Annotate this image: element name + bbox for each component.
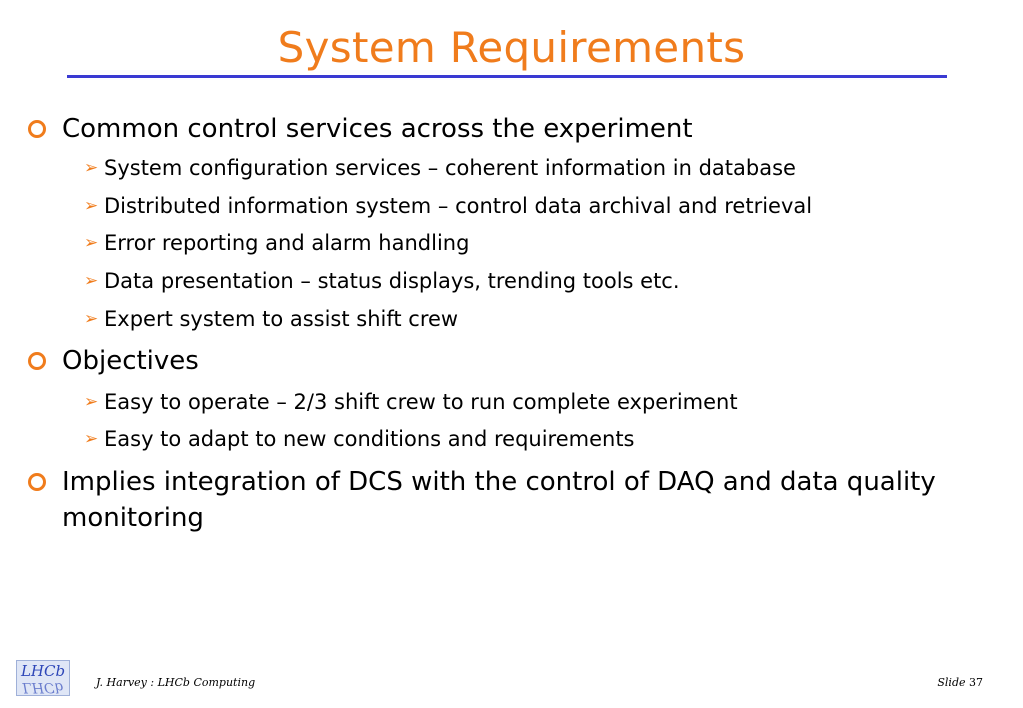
hollow-circle-bullet-icon bbox=[28, 352, 46, 370]
sub-bullet-item bbox=[84, 267, 984, 295]
logo-text: LHCb bbox=[20, 662, 66, 680]
sub-bullet-text: Easy to adapt to new conditions and requirements bbox=[104, 427, 635, 451]
bullet-text: Objectives bbox=[62, 346, 199, 376]
sub-bullet-text: Easy to operate – 2/3 shift crew to run complete experiment bbox=[104, 390, 738, 414]
slide-label: Slide bbox=[937, 676, 966, 689]
sub-bullet-item bbox=[84, 425, 984, 453]
arrow-bullet-icon: ➢ bbox=[84, 309, 99, 329]
sub-bullet-text: Distributed information system – control data archival and retrieval bbox=[104, 194, 813, 218]
arrow-bullet-icon: ➢ bbox=[84, 392, 99, 412]
lhcb-logo bbox=[16, 660, 70, 696]
sub-bullet-text: System configuration services – coherent information in database bbox=[104, 156, 796, 180]
arrow-bullet-icon: ➢ bbox=[84, 158, 99, 178]
arrow-bullet-icon: ➢ bbox=[84, 429, 99, 449]
bullet-text: Implies integration of DCS with the control of DAQ and data quality monitoring bbox=[62, 467, 936, 533]
sub-bullet-item bbox=[84, 388, 984, 416]
sub-bullet-item bbox=[84, 154, 984, 182]
footer-author: J. Harvey : LHCb Computing bbox=[96, 676, 256, 689]
bullet-text: Common control services across the experiment bbox=[62, 114, 693, 144]
logo-reflection: LHCb bbox=[22, 679, 64, 695]
sub-bullet-item bbox=[84, 305, 984, 333]
arrow-bullet-icon: ➢ bbox=[84, 196, 99, 216]
title-underline bbox=[67, 75, 947, 78]
arrow-bullet-icon: ➢ bbox=[84, 271, 99, 291]
sub-bullet-text: Error reporting and alarm handling bbox=[104, 231, 470, 255]
sub-bullet-item bbox=[84, 229, 984, 257]
sub-bullet-item bbox=[84, 192, 984, 220]
slide-title: System Requirements bbox=[277, 23, 746, 72]
slide-number: 37 bbox=[969, 676, 983, 689]
hollow-circle-bullet-icon bbox=[28, 120, 46, 138]
footer-slide-number bbox=[937, 676, 983, 689]
sub-bullet-text: Expert system to assist shift crew bbox=[104, 307, 459, 331]
hollow-circle-bullet-icon bbox=[28, 473, 46, 491]
arrow-bullet-icon: ➢ bbox=[84, 233, 99, 253]
sub-bullet-text: Data presentation – status displays, trending tools etc. bbox=[104, 269, 680, 293]
